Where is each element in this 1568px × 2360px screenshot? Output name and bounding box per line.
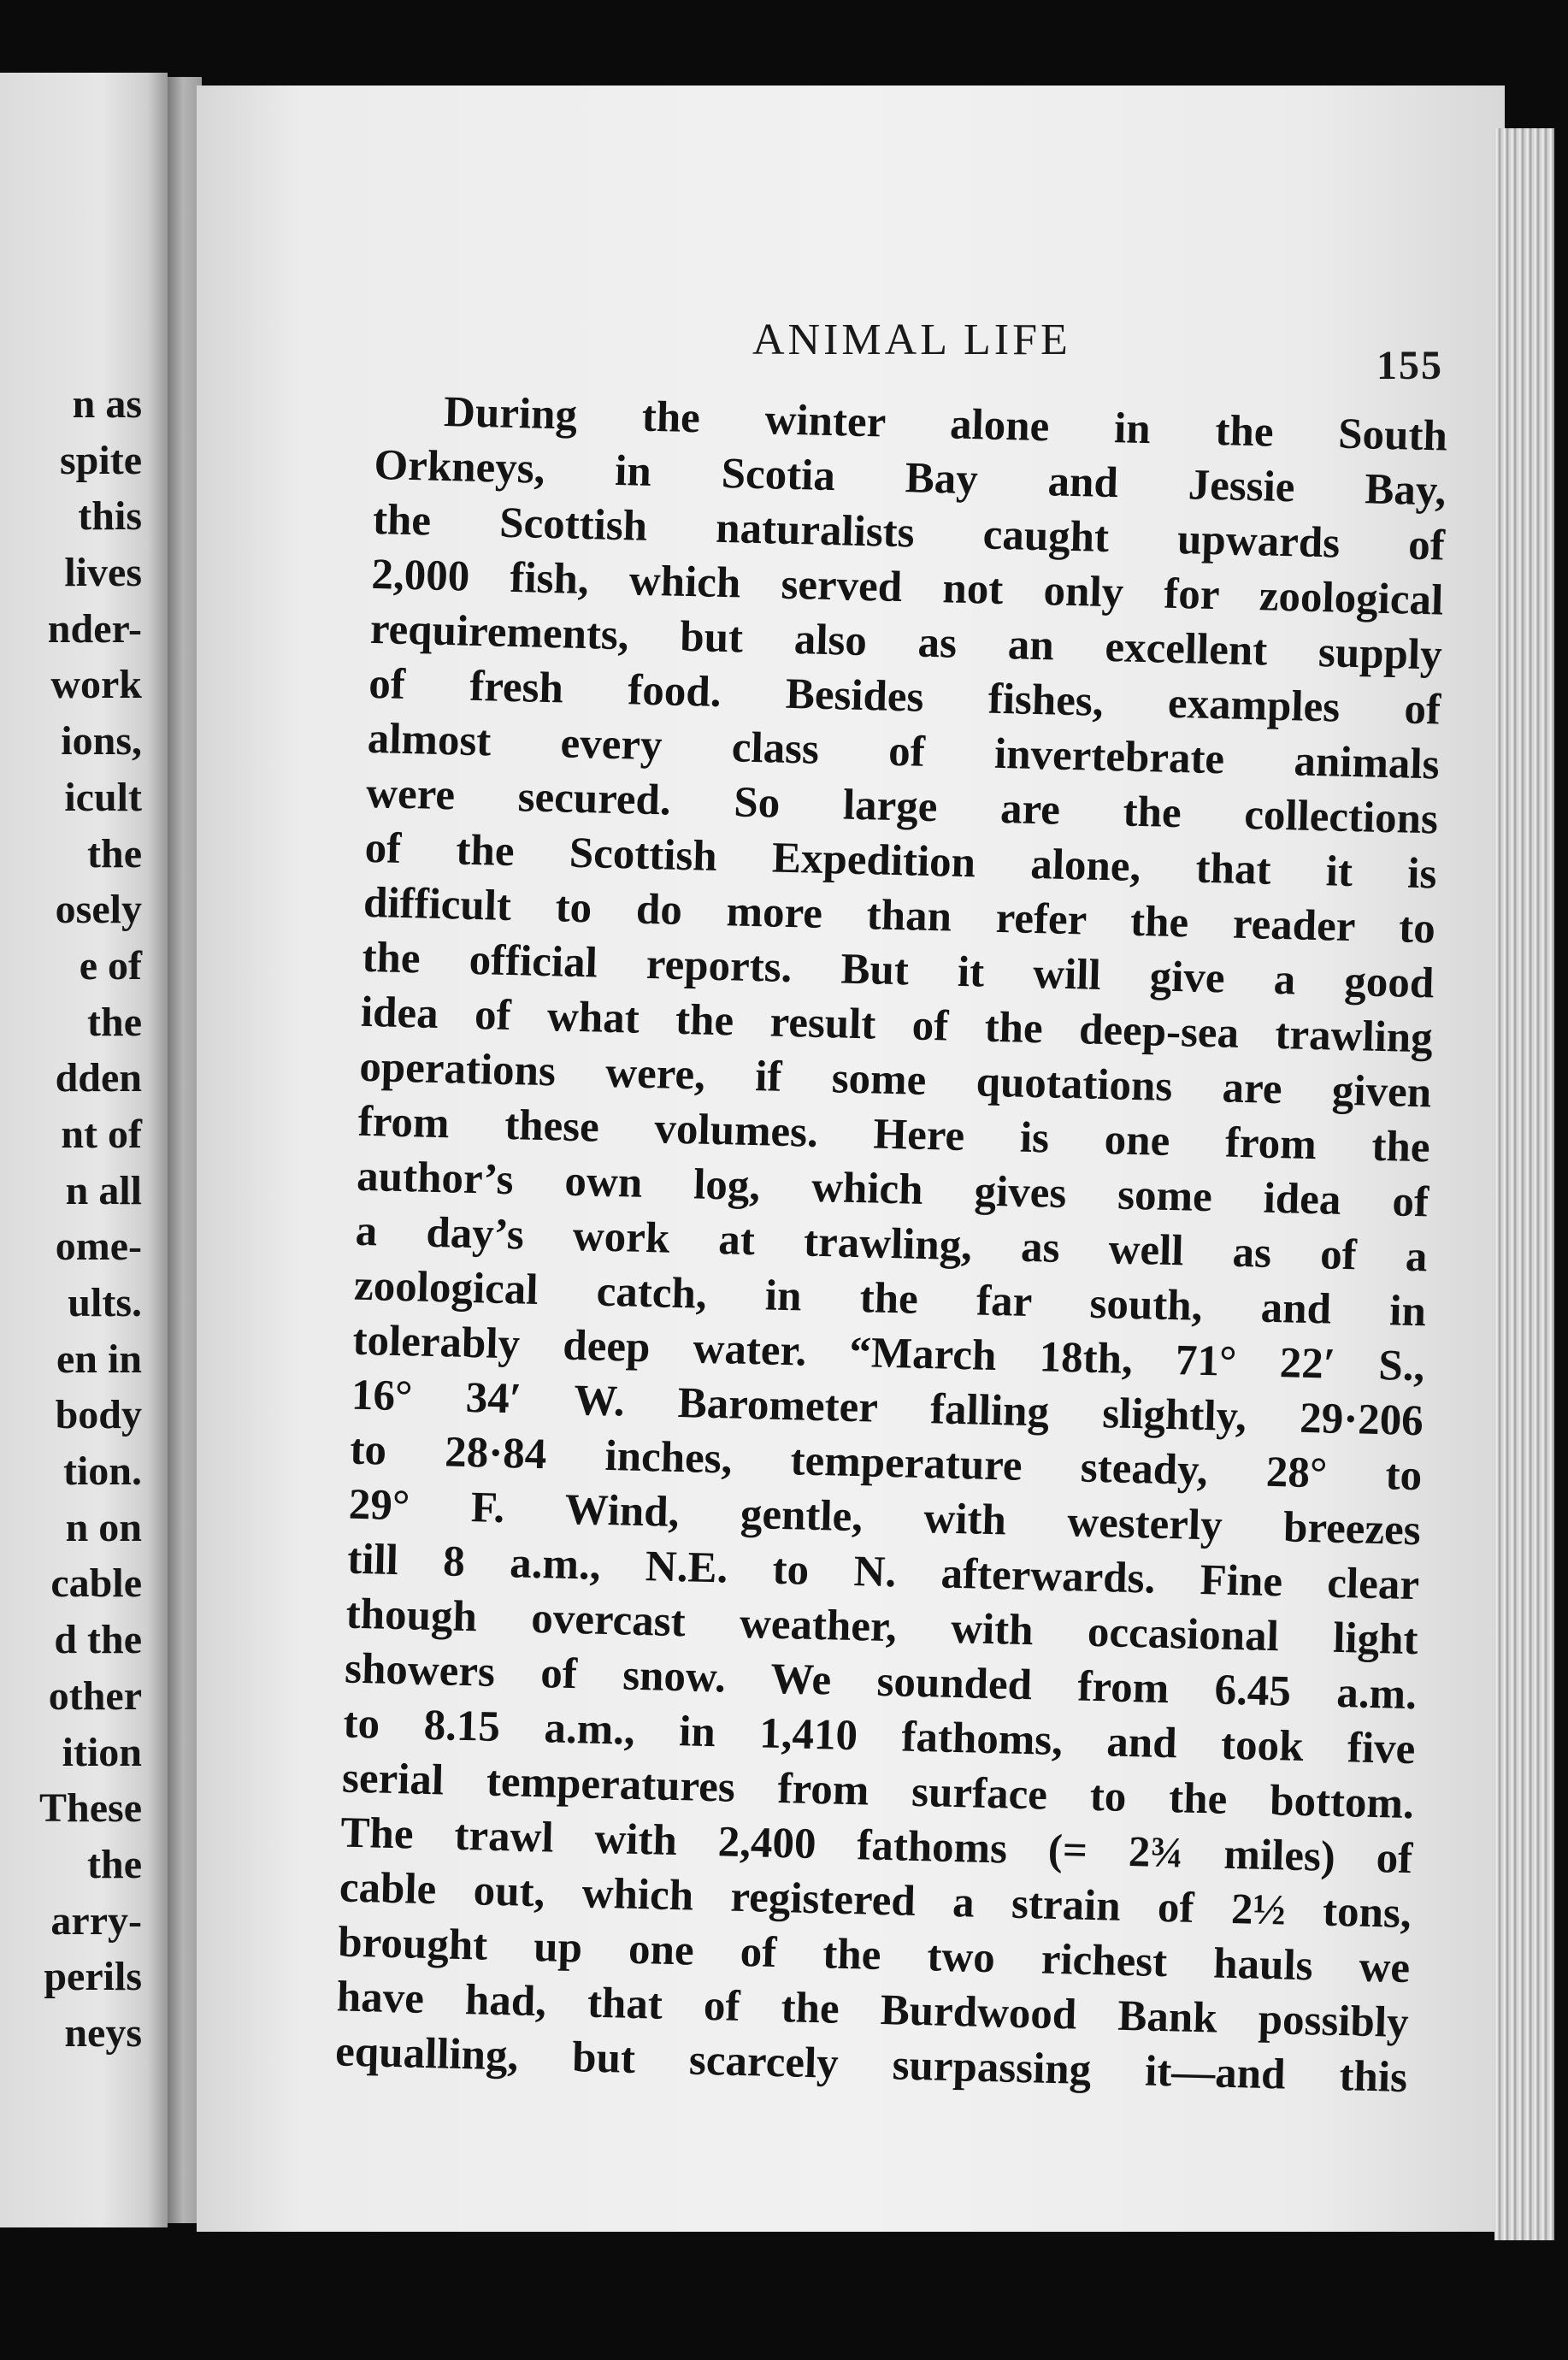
left-line: en in	[56, 1336, 142, 1382]
left-line: the	[87, 830, 142, 876]
text-line: The trawl with 2,400 fathoms (= 2¾ miles) of	[339, 1808, 1413, 1884]
left-line: lives	[64, 550, 142, 596]
left-line: n all	[65, 1167, 142, 1213]
text-line: from these volumes. Here is one from the	[357, 1097, 1431, 1172]
text-line: idea of what the result of the deep-sea trawling	[360, 988, 1434, 1063]
left-line: d the	[54, 1617, 142, 1663]
text-line: cable out, which registered a strain of 2½ tons,	[339, 1863, 1412, 1938]
text-line: almost every class of invertebrate animals	[367, 714, 1441, 789]
text-line: tolerably deep water. “March 18th, 71° 22′ S.,	[351, 1316, 1425, 1391]
left-line: work	[50, 662, 142, 708]
left-line: nder-	[47, 605, 142, 652]
left-line: the	[87, 999, 142, 1045]
left-line: ition	[62, 1729, 142, 1775]
text-line: to 8.15 a.m., in 1,410 fathoms, and took five	[343, 1699, 1417, 1774]
left-line: neys	[64, 2009, 142, 2056]
left-facing-page	[0, 73, 168, 2227]
left-page-text	[0, 376, 142, 2062]
left-line: the	[87, 1841, 142, 1887]
text-line: 2,000 fish, which served not only for zoological	[370, 550, 1444, 625]
text-line: 29° F. Wind, gentle, with westerly breezes	[348, 1480, 1422, 1555]
text-line: author’s own log, which gives some idea of	[356, 1152, 1429, 1227]
left-line: tion.	[62, 1448, 142, 1495]
text-line: of fresh food. Besides fishes, examples of	[368, 659, 1441, 735]
text-line: requirements, but also as an excellent supply	[369, 605, 1443, 680]
text-line: till 8 a.m., N.E. to N. afterwards. Fine clear	[346, 1535, 1420, 1610]
page-edges	[1494, 128, 1554, 2240]
text-line: difficult to do more than refer the reader to	[363, 878, 1436, 953]
left-line: ome-	[55, 1224, 142, 1270]
text-line: 16° 34′ W. Barometer falling slightly, 29·206	[351, 1371, 1424, 1446]
text-line: serial temperatures from surface to the bottom.	[341, 1754, 1415, 1829]
left-line: n on	[65, 1504, 142, 1550]
text-line: zoological catch, in the far south, and in	[353, 1261, 1427, 1336]
text-line: operations were, if some quotations are given	[358, 1042, 1432, 1118]
text-line: Orkneys, in Scotia Bay and Jessie Bay,	[373, 440, 1447, 516]
text-line: During the winter alone in the South	[443, 387, 1448, 461]
text-line: of the Scottish Expedition alone, that it is	[364, 823, 1438, 899]
text-line: were secured. So large are the collections	[365, 769, 1439, 844]
left-line: n as	[72, 381, 142, 427]
left-line: arry-	[50, 1897, 142, 1944]
page-number: 155	[1376, 343, 1443, 388]
left-line: ions,	[61, 718, 142, 764]
text-line: to 28·84 inches, temperature steady, 28° to	[349, 1425, 1423, 1501]
left-line: perils	[44, 1954, 142, 2000]
left-line: e of	[79, 942, 142, 988]
text-line: the Scottish naturalists caught upwards of	[372, 495, 1446, 570]
left-line: spite	[60, 437, 142, 483]
text-line: brought up one of the two richest hauls we	[337, 1918, 1411, 1993]
text-line: though overcast weather, with occasional light	[345, 1590, 1419, 1665]
left-line: nt of	[61, 1111, 142, 1157]
text-line: showers of snow. We sounded from 6.45 a.m.	[344, 1644, 1418, 1720]
left-line: These	[39, 1785, 142, 1832]
left-line: ults.	[68, 1280, 142, 1325]
left-line: other	[48, 1673, 142, 1719]
running-head: ANIMAL LIFE	[752, 316, 1071, 364]
book-page	[197, 86, 1505, 2232]
text-line: a day’s work at trawling, as well as of a	[355, 1207, 1429, 1282]
body-text	[335, 383, 1448, 2105]
left-line: this	[78, 493, 142, 540]
left-line: cable	[50, 1561, 142, 1607]
text-line: equalling, but scarcely surpassing it—and this	[334, 2027, 1408, 2103]
left-line: dden	[55, 1055, 142, 1101]
left-line: icult	[64, 774, 142, 820]
text-line: have had, that of the Burdwood Bank possibly	[336, 1973, 1410, 2048]
left-line: body	[55, 1392, 142, 1438]
left-line: osely	[55, 887, 142, 933]
text-line: the official reports. But it will give a good	[361, 933, 1435, 1008]
